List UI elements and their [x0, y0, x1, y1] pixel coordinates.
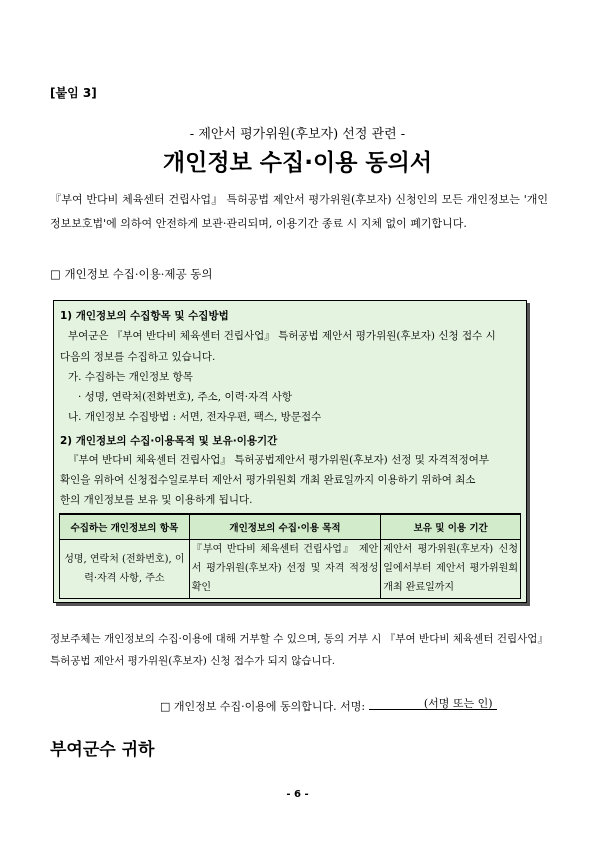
intro-paragraph: 『부여 반다비 체육센터 건립사업』 특허공법 제안서 평가위원(후보자) 신청인의 모든 개인정보는 '개인정보보호법'에 의하여 안전하게 보관·관리되며, 이용기간 종료 시 지체 없이 폐기합니다. — [50, 193, 548, 230]
table-header: 개인정보의 수집·이용 목적 — [189, 514, 381, 540]
agreement-line — [160, 697, 497, 714]
document-subtitle: - 제안서 평가위원(후보자) 선정 관련 - — [189, 127, 406, 142]
consent-heading: □ 개인정보 수집·이용·제공 동의 — [50, 267, 213, 281]
section2-title: 2) 개인정보의 수집·이용목적 및 보유·이용기간 — [60, 435, 278, 447]
page-number: - 6 - — [286, 789, 309, 800]
section2-line: 확인을 위하여 신청접수일로부터 제안서 평가위원회 개최 완료일까지 이용하기 위하여 최소 — [60, 474, 476, 486]
section1-title: 1) 개인정보의 수집항목 및 수집방법 — [60, 310, 229, 322]
table-cell: 성명, 연락처 (전화번호), 이력·자격 사항, 주소 — [60, 540, 190, 599]
section2-line: 『부여 반다비 체육센터 건립사업』 특허공법제안서 평가위원(후보자) 선정 및 자격적정여부 — [68, 454, 490, 466]
section1-line: 나. 개인정보 수집방법 : 서면, 전자우편, 팩스, 방문접수 — [68, 411, 322, 423]
consent-info-box — [53, 300, 527, 603]
table-header: 보유 및 이용 기간 — [381, 514, 521, 540]
agreement-checkbox-label[interactable]: □ 개인정보 수집·이용에 동의합니다. 서명: — [160, 700, 366, 713]
section1-line: 가. 수집하는 개인정보 항목 — [68, 371, 193, 383]
table-row — [60, 540, 521, 599]
document-title: 개인정보 수집·이용 동의서 — [162, 150, 433, 176]
table-cell: 제안서 평가위원(후보자) 신청일에서부터 제안서 평가위원회 개최 완료일까지 — [381, 540, 521, 599]
recipient: 부여군수 귀하 — [50, 740, 155, 760]
refusal-notice: 정보주체는 개인정보의 수집·이용에 대해 거부할 수 있으며, 동의 거부 시 『부여 반다비 체육센터 건립사업』 특허공법 제안서 평가위원(후보자) 신청 접수가 되지 않습니다. — [50, 633, 548, 667]
section2-line: 한의 개인정보를 보유 및 이용하게 됩니다. — [60, 494, 253, 506]
signature-field[interactable] — [369, 697, 497, 710]
section1-line: 부여군은 『부여 반다비 체육센터 건립사업』 특허공법 제안서 평가위원(후보자) 신청 접수 시 — [68, 330, 496, 342]
consent-table — [59, 513, 521, 599]
table-cell: 『부여 반다비 체육센터 건립사업』 제안서 평가위원(후보자) 선정 및 자격 적정성 확인 — [189, 540, 381, 599]
table-header: 수집하는 개인정보의 항목 — [60, 514, 190, 540]
signature-hint: (서명 또는 인) — [423, 697, 493, 710]
annex-label: [붙임 3] — [50, 86, 97, 100]
section1-line: 다음의 정보를 수집하고 있습니다. — [60, 351, 216, 363]
section1-line: · 성명, 연락처(전화번호), 주소, 이력·자격 사항 — [78, 391, 292, 403]
